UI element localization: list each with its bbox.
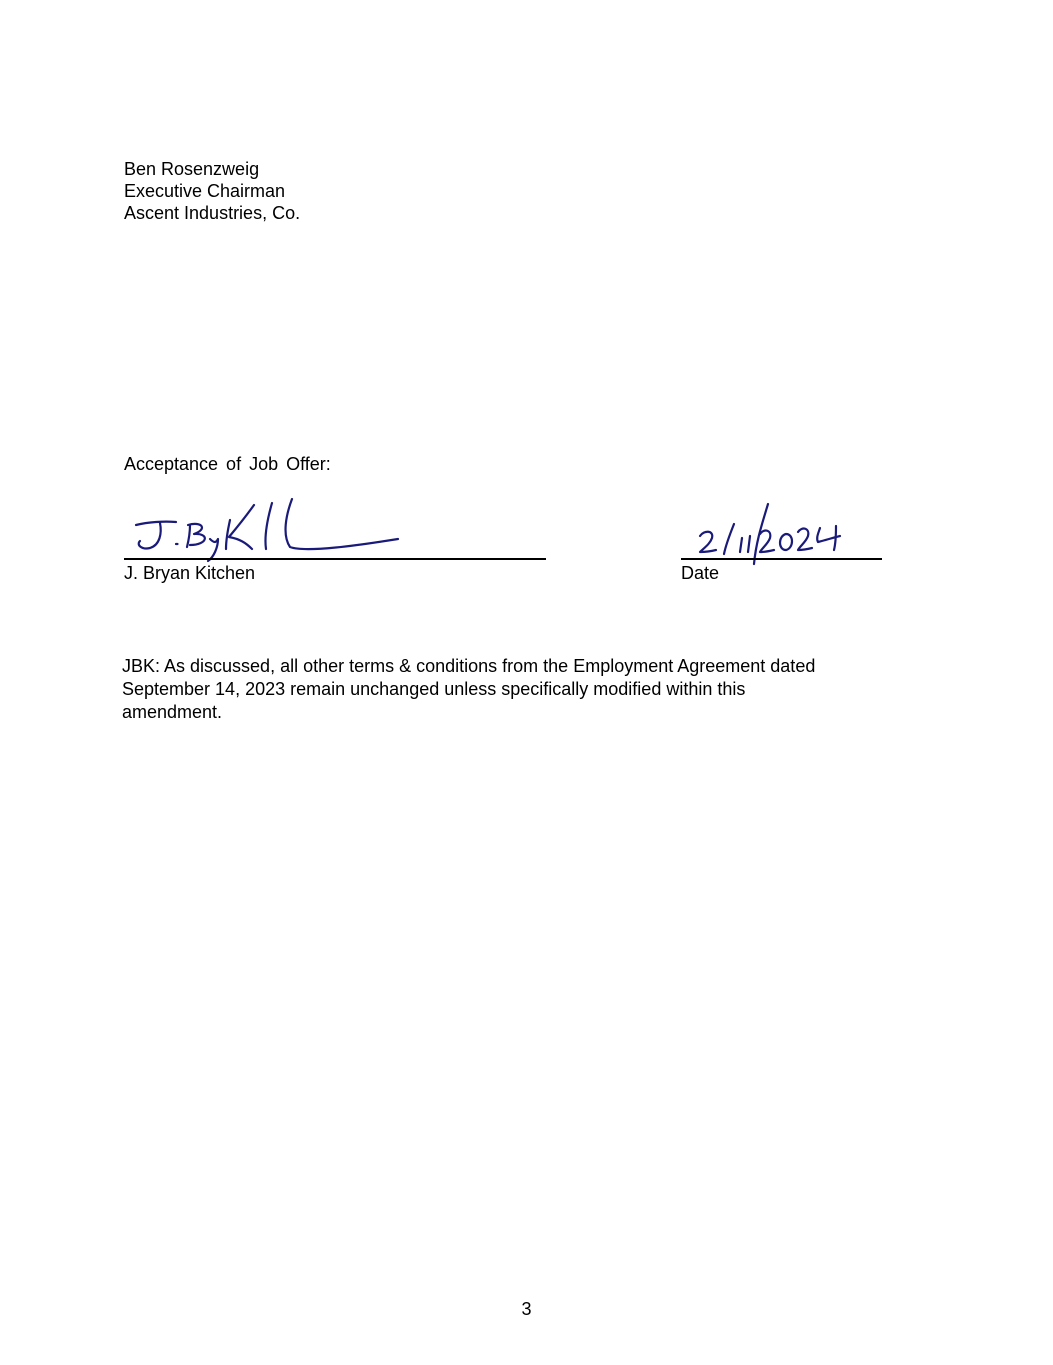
signer-name-label: J. Bryan Kitchen <box>124 563 256 583</box>
signer-signature-line <box>124 558 546 560</box>
date-label: Date <box>681 563 720 583</box>
amendment-note <box>122 655 902 724</box>
note-line: September 14, 2023 remain unchanged unless specifically modified within this <box>122 679 746 699</box>
sender-title: Executive Chairman <box>124 181 286 201</box>
sender-name: Ben Rosenzweig <box>124 159 260 179</box>
page-number: 3 <box>521 1299 532 1319</box>
note-line: JBK: As discussed, all other terms & conditions from the Employment Agreement dated <box>122 656 816 676</box>
sender-company: Ascent Industries, Co. <box>124 203 301 223</box>
note-line: amendment. <box>122 702 223 722</box>
acceptance-heading: Acceptance of Job Offer: <box>124 454 331 474</box>
date-signature-line <box>681 558 882 560</box>
sender-block <box>124 158 300 224</box>
